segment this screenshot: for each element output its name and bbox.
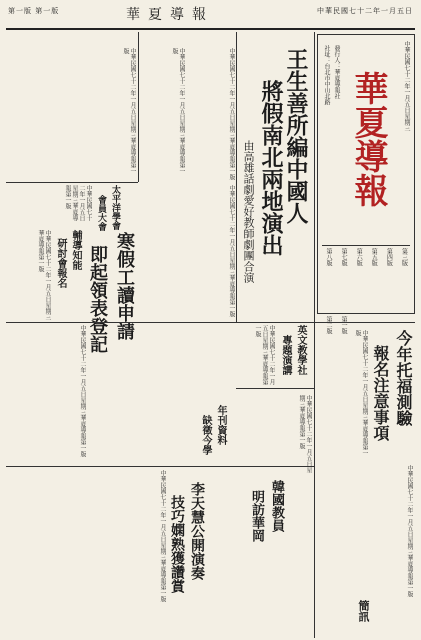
article-3-headline-2: 報名注意事項 bbox=[371, 345, 390, 441]
article-4-body: 中華民國七十二年一月五日星期三華夏導報第一版 bbox=[254, 325, 275, 385]
index-item: 第一版 bbox=[340, 316, 348, 334]
article-2-headline-2: 即起領表登記 bbox=[87, 245, 108, 353]
masthead-publisher-2: 發行人：華夏導報社 bbox=[333, 45, 340, 99]
article-5-body: 中華民國七十二年一月五日星期三華夏導報第一版 bbox=[159, 470, 166, 602]
left-top-body: 中華民國七十二年一月五日星期三華夏導報第一版 bbox=[122, 48, 136, 174]
index-item: 第六版 bbox=[355, 248, 363, 266]
article-6-headline: 韓國教員 bbox=[269, 480, 284, 532]
divider bbox=[6, 322, 314, 323]
article-8-headline-2: 研討會報名 bbox=[55, 238, 66, 288]
divider bbox=[236, 32, 237, 322]
masthead-index bbox=[322, 245, 410, 334]
article-1-headline-2: 將假南北兩地演出 bbox=[258, 80, 284, 256]
divider bbox=[236, 388, 314, 389]
article-4-headline: 英文教學社 bbox=[295, 325, 306, 375]
divider bbox=[6, 466, 314, 467]
masthead-publisher: 社址：台北市中山北路 bbox=[323, 45, 330, 105]
article-5-headline-2: 技巧嫻熟獲讚賞 bbox=[169, 495, 185, 593]
article-10-headline: 簡訊 bbox=[357, 600, 370, 622]
article-7-headline-2: 缺徵今學 bbox=[200, 415, 211, 455]
header-date: 中華民國七十二年一月五日 bbox=[317, 7, 413, 15]
index-item: 第三版 bbox=[400, 248, 408, 266]
article-7-headline: 年刊資料 bbox=[215, 405, 226, 445]
index-item: 第二版 bbox=[325, 316, 332, 334]
article-5-headline: 李天慧公開演奏 bbox=[189, 482, 205, 580]
masthead bbox=[317, 34, 415, 334]
article-1-subhead: 由高雄話劇愛好教師劇團合演 bbox=[242, 140, 255, 283]
article-1-headline: 王生善所編中國人 bbox=[283, 48, 309, 224]
article-10-body: 中華民國七十二年一月五日星期三華夏導報第一版 bbox=[406, 465, 413, 597]
article-2-headline: 寒假工讀申請 bbox=[114, 232, 135, 340]
article-3-body: 中華民國七十二年一月五日星期三華夏導報第一版 bbox=[354, 330, 368, 456]
index-item: 第四版 bbox=[385, 248, 393, 266]
article-4-headline-2: 專題演講 bbox=[280, 335, 291, 375]
header-page: 第一版 第一版 bbox=[8, 7, 60, 15]
divider bbox=[314, 322, 415, 323]
article-7-body: 中華民國七十二年一月五日星期三華夏導報第一版 bbox=[298, 395, 312, 473]
index-item: 第七版 bbox=[340, 248, 348, 266]
divider bbox=[314, 32, 315, 638]
divider bbox=[6, 182, 138, 183]
article-8-headline: 輔導知能 bbox=[70, 230, 81, 270]
article-1-body-2: 中華民國七十二年一月五日星期三華夏導報第一版 bbox=[171, 48, 185, 174]
article-2-body: 中華民國七十二年一月五日星期三華夏導報第一版 bbox=[79, 325, 86, 457]
article-9-headline-2: 會員大會 bbox=[96, 195, 106, 231]
masthead-title: 華夏導報 bbox=[348, 71, 388, 207]
article-1-body: 中華民國七十二年一月五日星期三華夏導報第一版 bbox=[228, 48, 235, 180]
article-3-headline: 今年托福測驗 bbox=[394, 330, 413, 426]
index-item: 第八版 bbox=[325, 248, 332, 266]
header-title: 華夏導報 bbox=[126, 7, 214, 23]
article-8-body: 中華民國七十二年一月五日星期三華夏導報第一版 bbox=[37, 230, 51, 320]
index-item: 第五版 bbox=[370, 248, 378, 266]
masthead-meta: 中華民國七十二年一月五日星期三 bbox=[403, 41, 410, 131]
middle-body: 中華民國七十二年一月五日星期三華夏導報第一版 bbox=[228, 185, 235, 317]
top-header-bar bbox=[6, 4, 415, 30]
article-6-headline-2: 明訪華岡 bbox=[249, 490, 264, 542]
article-9-headline: 太平洋學會 bbox=[110, 185, 120, 230]
article-9-body: 中華民國七十二年一月五日星期三華夏導報第一版 bbox=[64, 185, 92, 221]
divider bbox=[138, 32, 139, 182]
